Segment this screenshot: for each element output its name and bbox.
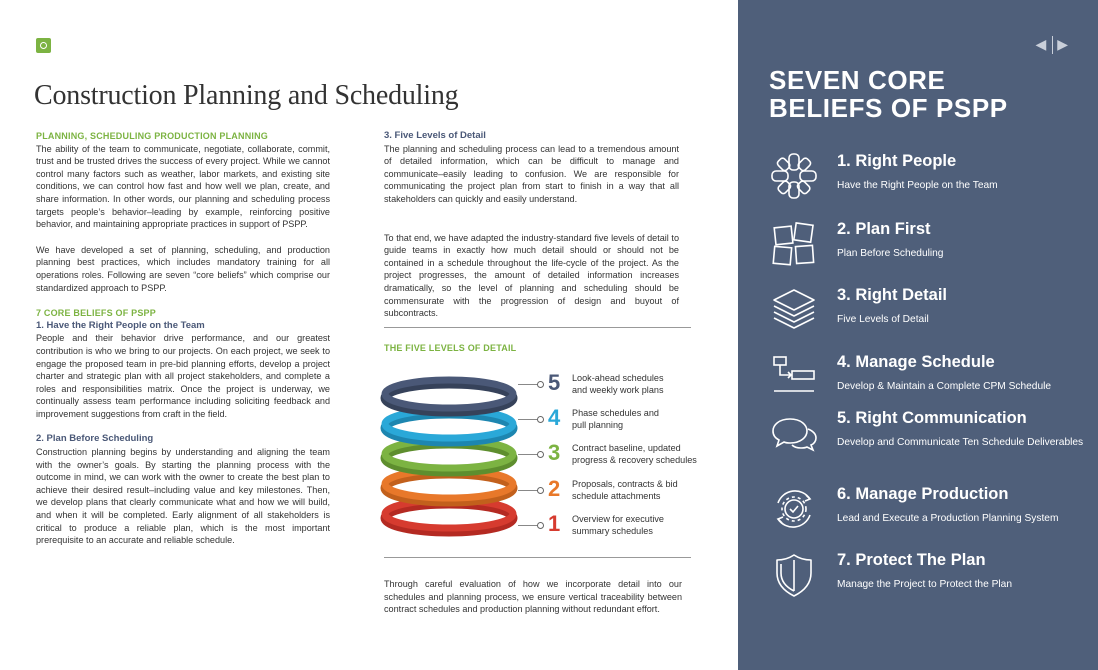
sticky-notes-icon (770, 220, 818, 268)
belief-subtitle: Develop and Communicate Ten Schedule Deliverables (837, 437, 1084, 448)
five-levels-paragraph-1: The planning and scheduling process can lead to a tremendous amount of detailed information, which can be difficult to manage and communicate–easily leading to confusion. We are responsible for communicating the project plan from start to finish in a way that all stakeholders can quickly and easily understand. (384, 143, 679, 204)
intro-paragraph: The ability of the team to communicate, negotiate, collaborate, commit, trust and be trusted drives the success of every project. While we cannot control many factors such as weather, labor markets, and existing site conditions, we can control how fast and how well we plan, create, and share information. In other words, our planning and scheduling process targets people’s behavior–leading by example, reinforcing positive behavior, and maintaining appropriate practices in support of PSPP. (36, 143, 330, 230)
level-3-item (380, 440, 710, 476)
belief-subtitle: Develop & Maintain a Complete CPM Schedule (837, 381, 1052, 392)
level-3-number: 3 (548, 440, 561, 465)
belief-title: 5. Right Communication (837, 409, 1027, 427)
belief-subtitle: Lead and Execute a Production Planning System (837, 513, 1059, 524)
divider-top (384, 327, 691, 328)
belief-subtitle: Plan Before Scheduling (837, 248, 944, 259)
section-heading-core-beliefs: 7 CORE BELIEFS OF PSPP (36, 308, 156, 319)
five-levels-paragraph-2: To that end, we have adapted the industry-standard five levels of detail to guide teams in exactly how much detail should or should not be contained in a schedule throughout the life-cycle of the project. As the project progresses, the amount of detailed information increases dramatically, so the level of planning and scheduling should be commensurate with the progression of design and buyout of subcontracts. (384, 232, 679, 319)
core-beliefs-title: SEVEN CORE BELIEFS OF PSPP (769, 65, 1008, 123)
page-navigation (1035, 36, 1074, 54)
closing-text (384, 578, 682, 616)
shield-icon (770, 551, 818, 599)
home-icon[interactable] (36, 38, 51, 53)
divider-bottom (384, 557, 691, 558)
level-1-item (380, 511, 710, 547)
middle-text-column (384, 130, 679, 320)
belief-title: 7. Protect The Plan (837, 551, 986, 569)
belief-subtitle: Five Levels of Detail (837, 314, 929, 325)
belief-title: 2. Plan First (837, 220, 931, 238)
levels-heading: THE FIVE LEVELS OF DETAIL (384, 343, 517, 353)
level-2-number: 2 (548, 476, 561, 501)
section-heading-planning: PLANNING, SCHEDULING PRODUCTION PLANNING (36, 131, 269, 141)
level-5-item (380, 370, 710, 406)
subheading-five-levels: 3. Five Levels of Detail (384, 130, 486, 141)
level-4-item (380, 405, 710, 441)
level-5-text: Look-ahead schedules and weekly work plans (572, 373, 664, 395)
level-1-text: Overview for executive summary schedules (572, 514, 664, 536)
best-practices-paragraph: We have developed a set of planning, scheduling, and production planning best practices, which includes mandatory training for all operations roles. Following are seven “core beliefs” which comprise our standardized approach to PSPP. (36, 244, 330, 293)
prev-page-icon[interactable]: ◀ (1035, 36, 1053, 52)
level-5-number: 5 (548, 370, 561, 395)
subheading-right-people: 1. Have the Right People on the Team (36, 319, 205, 331)
level-4-number: 4 (548, 405, 561, 430)
speech-bubbles-icon (770, 409, 818, 457)
closing-paragraph: Through careful evaluation of how we incorporate detail into our schedules and planning process, we ensure vertical traceability between contract schedules and production planning without redundant effort. (384, 579, 682, 615)
belief-title: 4. Manage Schedule (837, 353, 995, 371)
belief-subtitle: Have the Right People on the Team (837, 180, 998, 191)
gantt-flow-icon (770, 353, 818, 401)
belief-title: 3. Right Detail (837, 286, 948, 304)
belief-title: 6. Manage Production (837, 485, 1009, 503)
belief-subtitle: Manage the Project to Protect the Plan (837, 579, 1012, 590)
level-3-text: Contract baseline, updated progress & recovery schedules (572, 443, 697, 465)
gear-cycle-icon (770, 485, 818, 533)
right-panel (738, 0, 1098, 670)
left-text-column (36, 130, 330, 547)
level-4-text: Phase schedules and pull planning (572, 408, 659, 430)
level-1-number: 1 (548, 511, 561, 536)
plan-before-paragraph: Construction planning begins by understanding and aligning the team with the owner’s goals. By starting the planning process with the outcome in mind, we can work with the owner to create the best plan to achieve their desired result–including value and key milestones. Then, we develop plans that clearly communicate what and how we will build, and when it will be completed. Early alignment of all stakeholders is critical to produce a reliable plan, which is the most important prerequisite to an accurate and reliable schedule. (36, 447, 330, 546)
subheading-plan-before: 2. Plan Before Scheduling (36, 433, 154, 445)
layers-icon (770, 286, 818, 334)
five-levels-graphic (380, 360, 710, 540)
hands-together-icon (770, 152, 818, 200)
level-2-text: Proposals, contracts & bid schedule attachments (572, 479, 678, 501)
right-people-paragraph: People and their behavior drive performance, and our greatest contribution is who we bring to our projects. On each project, we seek to engage the proposed team in pre-bid planning efforts, develop a project charter and strategic plan with all project stakeholders, and complete a roles and responsibilities matrix. Once the project is underway, we continually assess team performance including soliciting feedback and improvement suggestions from craft in the field. (36, 333, 330, 419)
level-2-item (380, 476, 710, 512)
page-title: Construction Planning and Scheduling (34, 80, 459, 111)
next-page-icon[interactable]: ▶ (1057, 36, 1074, 52)
belief-title: 1. Right People (837, 152, 957, 170)
